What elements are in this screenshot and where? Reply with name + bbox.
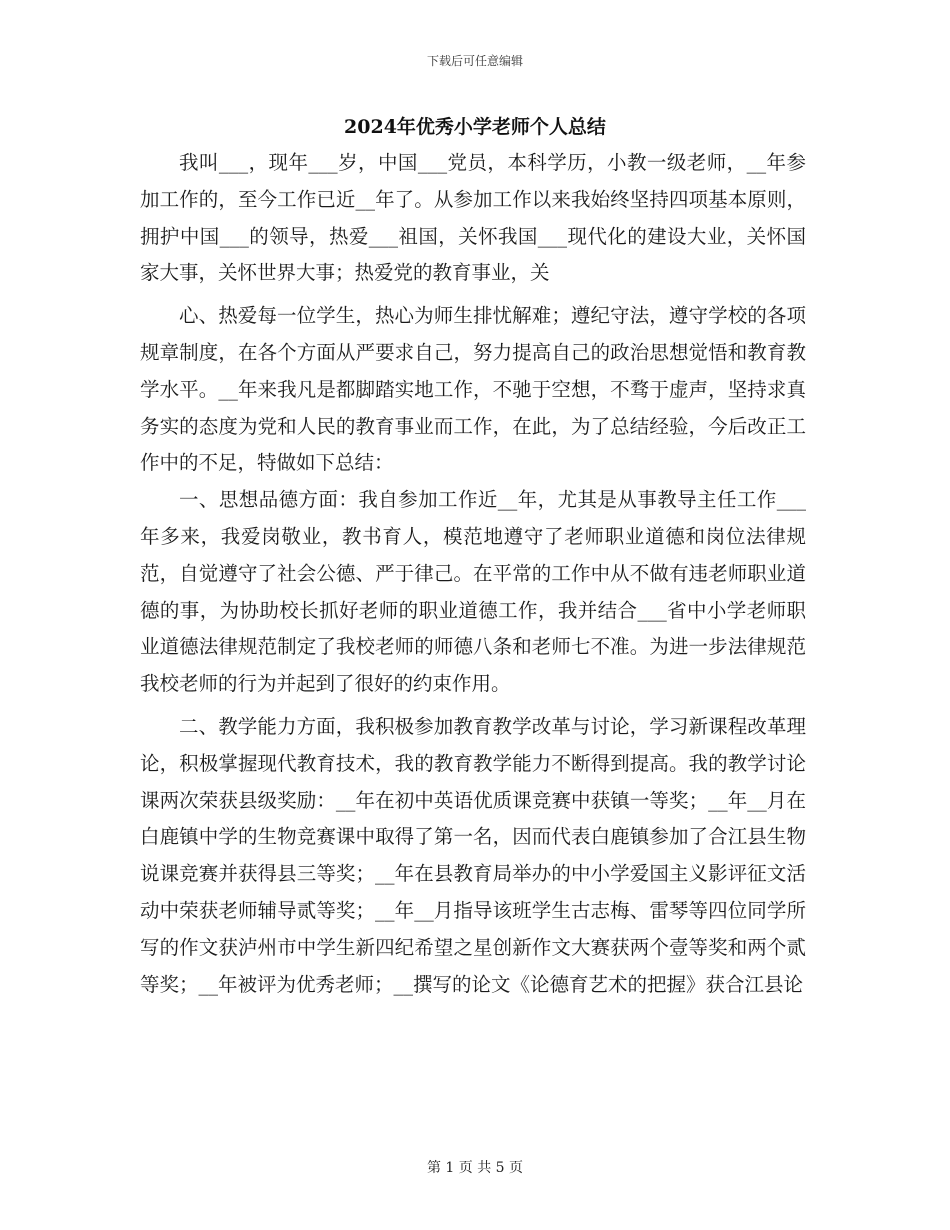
- paragraph-teaching: 二、教学能力方面，我积极参加教育教学改革与讨论，学习新课程改革理论，积极掌握现代教育技术，我的教育教学能力不断得到提高。我的教学讨论课两次荣获县级奖励：__年在初中英语优质课竞赛中获镇一等奖；__年__月在白鹿镇中学的生物竞赛课中取得了第一名，因而代表白鹿镇参加了合江县生物说课竞赛并获得县三等奖；__年在县教育局举办的中小学爱国主义影评征文活动中荣获老师辅导贰等奖；__年__月指导该班学生古志梅、雷琴等四位同学所写的作文获泸州市中学生新四纪希望之星创新作文大赛获两个壹等奖和两个贰等奖；__年被评为优秀老师；__撰写的论文《论德育艺术的把握》获合江县论: [140, 714, 806, 996]
- paragraph-ideology: 一、思想品德方面：我自参加工作近__年，尤其是从事教导主任工作___年多来，我爱岗敬业，教书育人，模范地遵守了老师职业道德和岗位法律规范，自觉遵守了社会公德、严于律己。在平常的工作中从不做有违老师职业道德的事，为协助校长抓好老师的职业道德工作，我并结合___省中小学老师职业道德法律规范制定了我校老师的师德八条和老师七不准。为进一步法律规范我校老师的行为并起到了很好的约束作用。: [140, 488, 806, 696]
- document-body: [140, 145, 806, 1003]
- paragraph-intro: 我叫___，现年___岁，中国___党员，本科学历，小教一级老师，__年参加工作的，至今工作已近__年了。从参加工作以来我始终坚持四项基本原则，拥护中国___的领导，热爱___祖国，关怀我国___现代化的建设大业，关怀国家大事，关怀世界大事；热爱党的教育事业，关: [140, 151, 806, 285]
- header-note: 下载后可任意编辑: [426, 54, 523, 68]
- paragraph-continuation: 心、热爱每一位学生，热心为师生排忧解难；遵纪守法，遵守学校的各项规章制度，在各个方面从严要求自己，努力提高自己的政治思想觉悟和教育教学水平。__年来我凡是都脚踏实地工作，不驰于空想，不骛于虚声，坚持求真务实的态度为党和人民的教育事业而工作，在此，为了总结经验，今后改正工作中的不足，特做如下总结：: [140, 304, 806, 475]
- page-footer: 第 1 页 共 5 页: [426, 1160, 524, 1176]
- document-title: 2024年优秀小学老师个人总结: [344, 116, 606, 138]
